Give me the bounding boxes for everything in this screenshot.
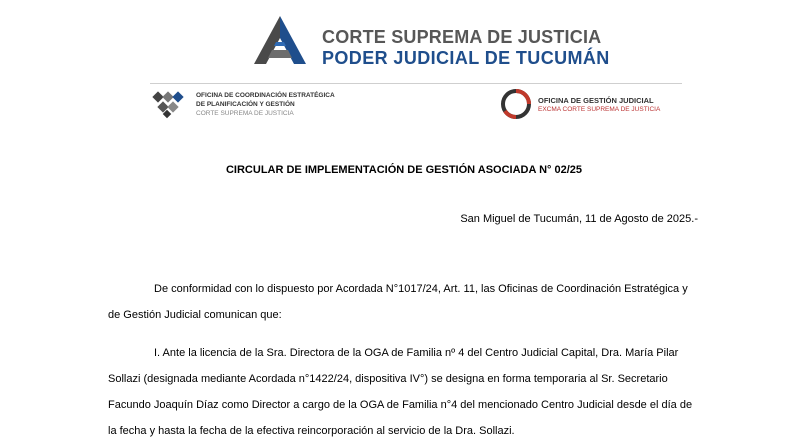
paragraph-2 [108, 340, 698, 444]
ocep-line-3: CORTE SUPREMA DE JUSTICIA [196, 110, 294, 117]
divider [150, 83, 682, 84]
ogj-line-1: OFICINA DE GESTIÓN JUDICIAL [538, 96, 654, 105]
document-title: CIRCULAR DE IMPLEMENTACIÓN DE GESTIÓN ASOCIADA N° 02/25 [225, 164, 583, 176]
paragraph-1 [108, 276, 698, 328]
ogj-line-2: EXCMA CORTE SUPREMA DE JUSTICIA [538, 106, 661, 113]
court-logo-icon [252, 14, 308, 66]
paragraph-2-text: I. Ante la licencia de la Sra. Directora de la OGA de Familia nº 4 del Centro Judicial Capital, Dra. María Pilar Sollazi (designada mediante Acordada n°1422/24, dispositiva IV°) se designa en forma temporaria al Sr. Secretario Facundo Joaquín Díaz como Director a cargo de la OGA de Familia n°4 del mencionado Centro Judicial desde el día de la fecha y hasta la fecha de la efectiva reincorporación al servicio de la Dra. Sollazi. [108, 347, 693, 437]
court-subtitle: PODER JUDICIAL DE TUCUMÁN [322, 48, 610, 68]
ogj-logo-icon [500, 88, 532, 120]
document-date: San Miguel de Tucumán, 11 de Agosto de 2025.- [460, 213, 698, 225]
paragraph-1-text: De conformidad con lo dispuesto por Acordada N°1017/24, Art. 11, las Oficinas de Coordinación Estratégica y de Gestión Judicial comunican que: [108, 283, 688, 321]
court-title: CORTE SUPREMA DE JUSTICIA [322, 27, 602, 47]
letterhead [0, 0, 808, 135]
ocep-line-2: DE PLANIFICACIÓN Y GESTIÓN [196, 101, 295, 108]
ocep-line-1: OFICINA DE COORDINACIÓN ESTRATÉGICA [196, 92, 335, 99]
ocep-logo-icon [150, 89, 188, 119]
